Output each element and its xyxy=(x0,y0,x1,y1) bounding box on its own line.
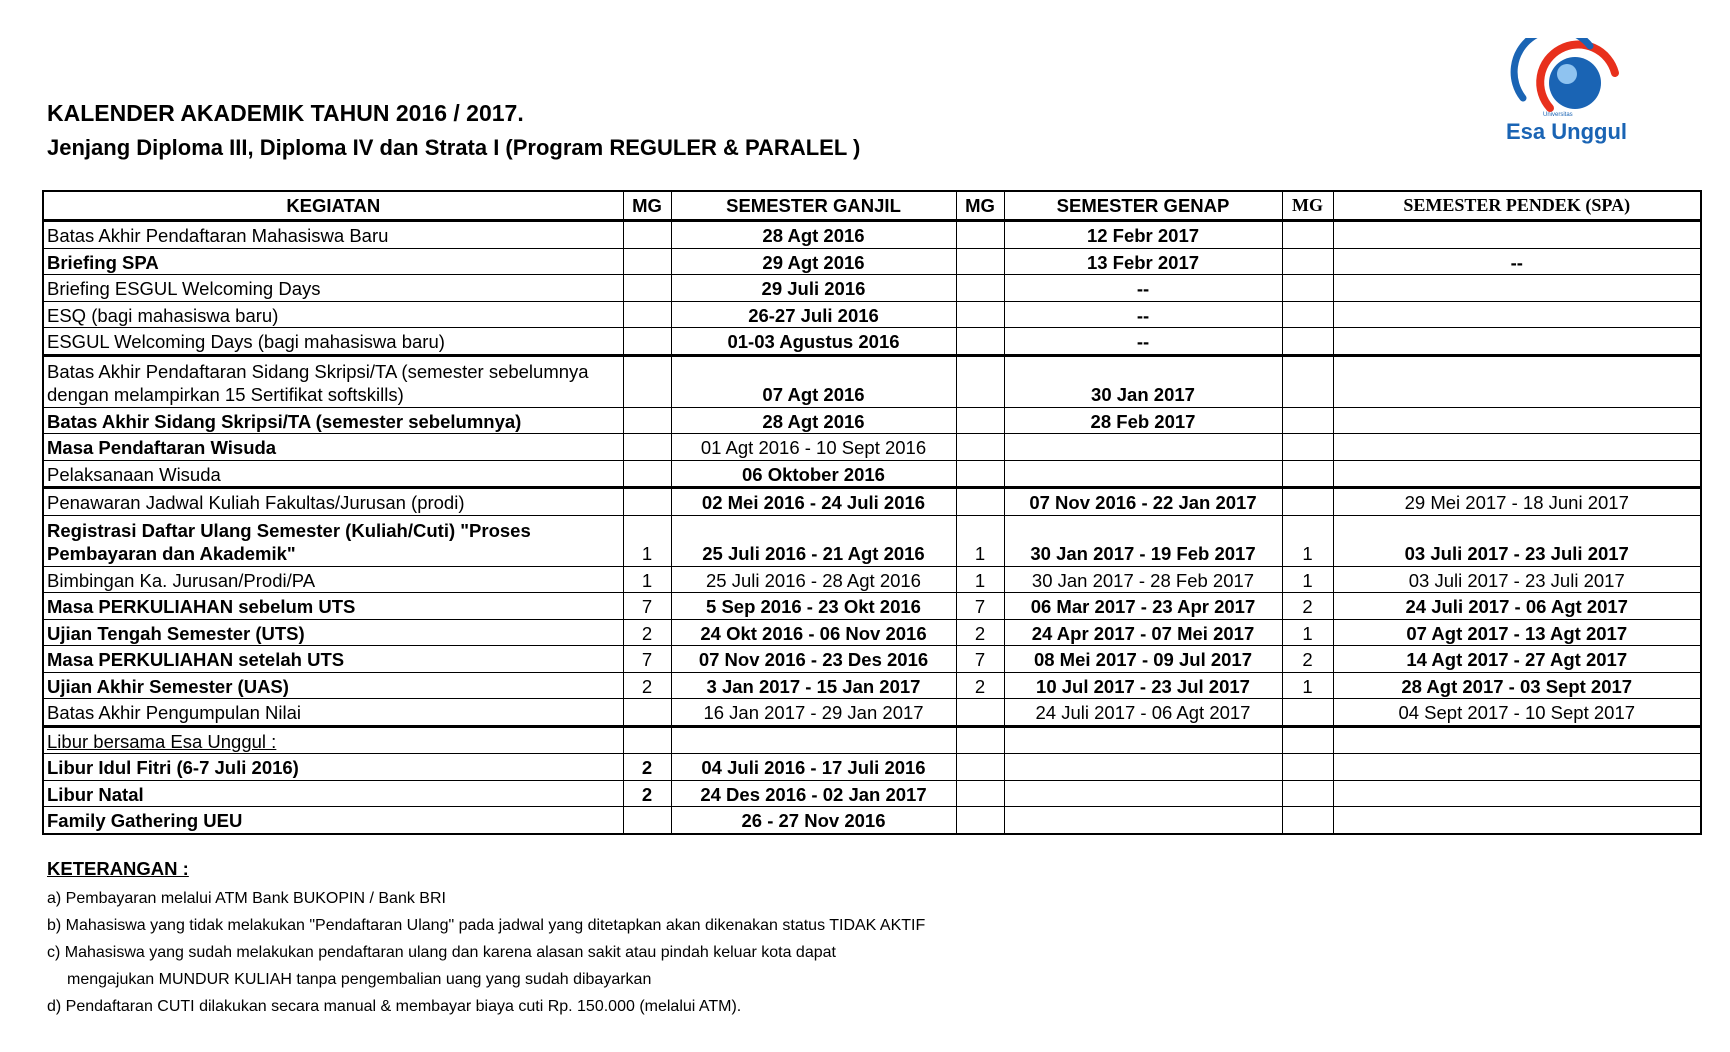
spa-cell: 07 Agt 2017 - 13 Agt 2017 xyxy=(1333,619,1701,646)
mg-cell: 2 xyxy=(623,672,671,699)
activity-cell: ESGUL Welcoming Days (bagi mahasiswa baru) xyxy=(43,328,623,356)
genap-cell: -- xyxy=(1004,301,1282,328)
col-header-mg: MG xyxy=(1282,191,1333,221)
ganjil-cell: 26 - 27 Nov 2016 xyxy=(671,807,956,834)
mg-cell: 7 xyxy=(956,646,1004,673)
activity-cell: Penawaran Jadwal Kuliah Fakultas/Jurusan (prodi) xyxy=(43,488,623,516)
mg-cell xyxy=(623,488,671,516)
activity-cell: Masa Pendaftaran Wisuda xyxy=(43,434,623,461)
mg-cell xyxy=(1282,328,1333,356)
activity-cell: Registrasi Daftar Ulang Semester (Kuliah/Cuti) "Proses Pembayaran dan Akademik" xyxy=(43,515,623,566)
mg-cell xyxy=(956,460,1004,488)
mg-cell xyxy=(623,301,671,328)
col-header-genap: SEMESTER GENAP xyxy=(1004,191,1282,221)
table-row xyxy=(43,248,1701,275)
mg-cell xyxy=(1282,488,1333,516)
ganjil-cell: 16 Jan 2017 - 29 Jan 2017 xyxy=(671,699,956,727)
mg-cell xyxy=(1282,248,1333,275)
mg-cell: 2 xyxy=(1282,646,1333,673)
activity-cell: Family Gathering UEU xyxy=(43,807,623,834)
spa-cell: 03 Juli 2017 - 23 Juli 2017 xyxy=(1333,566,1701,593)
table-row xyxy=(43,275,1701,302)
table-row xyxy=(43,754,1701,781)
mg-cell xyxy=(623,221,671,249)
academic-calendar-table xyxy=(42,190,1702,835)
ganjil-cell: 28 Agt 2016 xyxy=(671,407,956,434)
mg-cell xyxy=(956,699,1004,727)
mg-cell xyxy=(623,699,671,727)
table-row xyxy=(43,619,1701,646)
mg-cell xyxy=(623,328,671,356)
mg-cell: 7 xyxy=(623,593,671,620)
col-header-ganjil: SEMESTER GANJIL xyxy=(671,191,956,221)
genap-cell xyxy=(1004,780,1282,807)
note-item: a) Pembayaran melalui ATM Bank BUKOPIN / Bank BRI xyxy=(47,890,446,907)
mg-cell xyxy=(1282,301,1333,328)
genap-cell: 28 Feb 2017 xyxy=(1004,407,1282,434)
genap-cell xyxy=(1004,754,1282,781)
mg-cell: 1 xyxy=(956,566,1004,593)
mg-cell: 1 xyxy=(1282,515,1333,566)
header-row xyxy=(43,191,1701,221)
mg-cell: 1 xyxy=(623,515,671,566)
genap-cell xyxy=(1004,807,1282,834)
genap-cell xyxy=(1004,460,1282,488)
page-title: KALENDER AKADEMIK TAHUN 2016 / 2017. xyxy=(47,100,524,126)
genap-cell: 24 Juli 2017 - 06 Agt 2017 xyxy=(1004,699,1282,727)
mg-cell xyxy=(1282,726,1333,754)
col-header-kegiatan: KEGIATAN xyxy=(43,191,623,221)
activity-cell: Briefing ESGUL Welcoming Days xyxy=(43,275,623,302)
spa-cell: 03 Juli 2017 - 23 Juli 2017 xyxy=(1333,515,1701,566)
spa-cell xyxy=(1333,328,1701,356)
table-row xyxy=(43,515,1701,566)
genap-cell: 24 Apr 2017 - 07 Mei 2017 xyxy=(1004,619,1282,646)
spa-cell: 04 Sept 2017 - 10 Sept 2017 xyxy=(1333,699,1701,727)
col-header-mg: MG xyxy=(623,191,671,221)
ganjil-cell: 29 Agt 2016 xyxy=(671,248,956,275)
mg-cell: 7 xyxy=(623,646,671,673)
ganjil-cell: 24 Des 2016 - 02 Jan 2017 xyxy=(671,780,956,807)
mg-cell xyxy=(956,328,1004,356)
ganjil-cell xyxy=(671,726,956,754)
activity-cell: Ujian Tengah Semester (UTS) xyxy=(43,619,623,646)
activity-cell: Batas Akhir Pendaftaran Sidang Skripsi/TA (semester sebelumnya dengan melampirkan 15 Sertifikat softskills) xyxy=(43,355,623,407)
table-row xyxy=(43,328,1701,356)
note-item: b) Mahasiswa yang tidak melakukan "Pendaftaran Ulang" pada jadwal yang ditetapkan akan dikenakan status TIDAK AKTIF xyxy=(47,917,926,934)
activity-cell: Libur bersama Esa Unggul : xyxy=(43,726,623,754)
mg-cell xyxy=(1282,780,1333,807)
spa-cell xyxy=(1333,780,1701,807)
ganjil-cell: 01 Agt 2016 - 10 Sept 2016 xyxy=(671,434,956,461)
genap-cell: 30 Jan 2017 - 28 Feb 2017 xyxy=(1004,566,1282,593)
ganjil-cell: 26-27 Juli 2016 xyxy=(671,301,956,328)
spa-cell xyxy=(1333,301,1701,328)
table-row xyxy=(43,646,1701,673)
genap-cell: 07 Nov 2016 - 22 Jan 2017 xyxy=(1004,488,1282,516)
ganjil-cell: 25 Juli 2016 - 21 Agt 2016 xyxy=(671,515,956,566)
ganjil-cell: 25 Juli 2016 - 28 Agt 2016 xyxy=(671,566,956,593)
activity-cell: Briefing SPA xyxy=(43,248,623,275)
activity-cell: Ujian Akhir Semester (UAS) xyxy=(43,672,623,699)
spa-cell xyxy=(1333,434,1701,461)
mg-cell xyxy=(623,726,671,754)
genap-cell: 06 Mar 2017 - 23 Apr 2017 xyxy=(1004,593,1282,620)
table-row xyxy=(43,672,1701,699)
mg-cell xyxy=(956,726,1004,754)
mg-cell: 1 xyxy=(1282,672,1333,699)
ganjil-cell: 07 Nov 2016 - 23 Des 2016 xyxy=(671,646,956,673)
mg-cell: 2 xyxy=(956,672,1004,699)
spa-cell: 24 Juli 2017 - 06 Agt 2017 xyxy=(1333,593,1701,620)
spa-cell xyxy=(1333,275,1701,302)
spa-cell: -- xyxy=(1333,248,1701,275)
mg-cell: 1 xyxy=(1282,566,1333,593)
mg-cell xyxy=(1282,355,1333,407)
mg-cell: 2 xyxy=(1282,593,1333,620)
mg-cell xyxy=(956,780,1004,807)
table-row xyxy=(43,460,1701,488)
table-row xyxy=(43,221,1701,249)
logo-small-text: Universitas xyxy=(1543,112,1573,118)
spa-cell xyxy=(1333,407,1701,434)
spa-cell xyxy=(1333,807,1701,834)
mg-cell xyxy=(1282,699,1333,727)
mg-cell xyxy=(956,355,1004,407)
mg-cell xyxy=(956,488,1004,516)
genap-cell xyxy=(1004,726,1282,754)
mg-cell xyxy=(1282,460,1333,488)
ganjil-cell: 3 Jan 2017 - 15 Jan 2017 xyxy=(671,672,956,699)
spa-cell xyxy=(1333,355,1701,407)
activity-cell: ESQ (bagi mahasiswa baru) xyxy=(43,301,623,328)
mg-cell xyxy=(956,248,1004,275)
page-subtitle: Jenjang Diploma III, Diploma IV dan Strata I (Program REGULER & PARALEL ) xyxy=(47,135,861,160)
genap-cell: 30 Jan 2017 xyxy=(1004,355,1282,407)
spa-cell xyxy=(1333,726,1701,754)
ganjil-cell: 02 Mei 2016 - 24 Juli 2016 xyxy=(671,488,956,516)
table-row xyxy=(43,566,1701,593)
mg-cell: 2 xyxy=(956,619,1004,646)
mg-cell xyxy=(623,407,671,434)
mg-cell: 1 xyxy=(1282,619,1333,646)
activity-cell: Masa PERKULIAHAN sebelum UTS xyxy=(43,593,623,620)
mg-cell xyxy=(956,301,1004,328)
mg-cell xyxy=(1282,754,1333,781)
mg-cell xyxy=(1282,275,1333,302)
mg-cell xyxy=(623,460,671,488)
table-row xyxy=(43,488,1701,516)
mg-cell xyxy=(956,434,1004,461)
activity-cell: Masa PERKULIAHAN setelah UTS xyxy=(43,646,623,673)
mg-cell: 2 xyxy=(623,754,671,781)
mg-cell xyxy=(956,275,1004,302)
mg-cell xyxy=(956,221,1004,249)
activity-cell: Libur Idul Fitri (6-7 Juli 2016) xyxy=(43,754,623,781)
ganjil-cell: 01-03 Agustus 2016 xyxy=(671,328,956,356)
spa-cell: 29 Mei 2017 - 18 Juni 2017 xyxy=(1333,488,1701,516)
mg-cell xyxy=(956,407,1004,434)
ganjil-cell: 06 Oktober 2016 xyxy=(671,460,956,488)
table-row xyxy=(43,780,1701,807)
mg-cell xyxy=(623,355,671,407)
table-row xyxy=(43,301,1701,328)
mg-cell xyxy=(623,434,671,461)
ganjil-cell: 29 Juli 2016 xyxy=(671,275,956,302)
genap-cell: -- xyxy=(1004,328,1282,356)
mg-cell: 2 xyxy=(623,780,671,807)
mg-cell: 1 xyxy=(623,566,671,593)
note-item: c) Mahasiswa yang sudah melakukan pendaftaran ulang dan karena alasan sakit atau pindah keluar kota dapat xyxy=(47,944,836,961)
mg-cell xyxy=(1282,407,1333,434)
mg-cell: 7 xyxy=(956,593,1004,620)
mg-cell xyxy=(956,754,1004,781)
spa-cell xyxy=(1333,754,1701,781)
activity-cell: Batas Akhir Pengumpulan Nilai xyxy=(43,699,623,727)
ganjil-cell: 24 Okt 2016 - 06 Nov 2016 xyxy=(671,619,956,646)
mg-cell xyxy=(623,275,671,302)
ganjil-cell: 04 Juli 2016 - 17 Juli 2016 xyxy=(671,754,956,781)
genap-cell: -- xyxy=(1004,275,1282,302)
genap-cell: 08 Mei 2017 - 09 Jul 2017 xyxy=(1004,646,1282,673)
col-header-spa: SEMESTER PENDEK (SPA) xyxy=(1333,191,1701,221)
genap-cell: 12 Febr 2017 xyxy=(1004,221,1282,249)
genap-cell: 30 Jan 2017 - 19 Feb 2017 xyxy=(1004,515,1282,566)
notes-heading: KETERANGAN : xyxy=(47,858,189,879)
logo-text: Esa Unggul xyxy=(1506,119,1628,144)
ganjil-cell: 28 Agt 2016 xyxy=(671,221,956,249)
genap-cell: 10 Jul 2017 - 23 Jul 2017 xyxy=(1004,672,1282,699)
col-header-mg: MG xyxy=(956,191,1004,221)
note-item: mengajukan MUNDUR KULIAH tanpa pengembalian uang yang sudah dibayarkan xyxy=(67,971,652,988)
table-row xyxy=(43,807,1701,834)
activity-cell: Bimbingan Ka. Jurusan/Prodi/PA xyxy=(43,566,623,593)
genap-cell xyxy=(1004,434,1282,461)
mg-cell xyxy=(623,248,671,275)
table-row xyxy=(43,355,1701,407)
spa-cell: 28 Agt 2017 - 03 Sept 2017 xyxy=(1333,672,1701,699)
mg-cell xyxy=(623,807,671,834)
spa-cell xyxy=(1333,460,1701,488)
activity-cell: Pelaksanaan Wisuda xyxy=(43,460,623,488)
ganjil-cell: 5 Sep 2016 - 23 Okt 2016 xyxy=(671,593,956,620)
spa-cell xyxy=(1333,221,1701,249)
mg-cell: 1 xyxy=(956,515,1004,566)
mg-cell xyxy=(1282,434,1333,461)
table-row xyxy=(43,434,1701,461)
note-item: d) Pendaftaran CUTI dilakukan secara manual & membayar biaya cuti Rp. 150.000 (melalui ATM). xyxy=(47,998,742,1015)
table-row xyxy=(43,407,1701,434)
ganjil-cell: 07 Agt 2016 xyxy=(671,355,956,407)
table-row xyxy=(43,726,1701,754)
genap-cell: 13 Febr 2017 xyxy=(1004,248,1282,275)
activity-cell: Libur Natal xyxy=(43,780,623,807)
mg-cell xyxy=(956,807,1004,834)
table-row xyxy=(43,593,1701,620)
spa-cell: 14 Agt 2017 - 27 Agt 2017 xyxy=(1333,646,1701,673)
mg-cell xyxy=(1282,807,1333,834)
mg-cell: 2 xyxy=(623,619,671,646)
notes-section xyxy=(47,858,925,1025)
table-row xyxy=(43,699,1701,727)
activity-cell: Batas Akhir Pendaftaran Mahasiswa Baru xyxy=(43,221,623,249)
activity-cell: Batas Akhir Sidang Skripsi/TA (semester sebelumnya) xyxy=(43,407,623,434)
mg-cell xyxy=(1282,221,1333,249)
